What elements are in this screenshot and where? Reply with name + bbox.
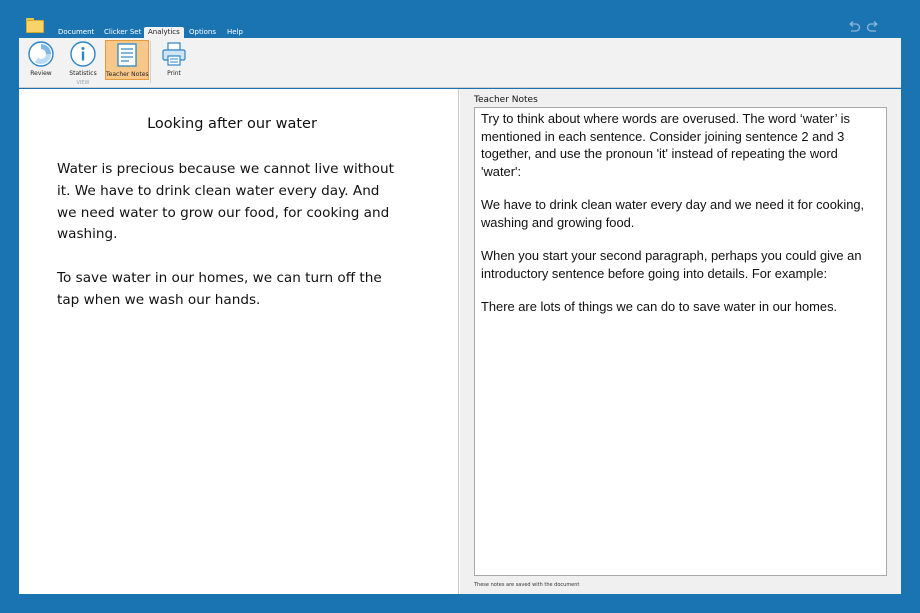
- main-content: [19, 89, 901, 594]
- view-group-label: VIEW: [76, 80, 90, 86]
- statistics-label: Statistics: [69, 70, 97, 77]
- folder-icon[interactable]: [26, 18, 44, 33]
- ribbon-separator: [150, 41, 151, 83]
- notes-paragraph: There are lots of things we can do to save water in our homes.: [481, 299, 838, 314]
- teacher-notes-textarea[interactable]: [474, 107, 887, 576]
- review-label: Review: [30, 70, 52, 77]
- menu-tab-analytics[interactable]: Analytics: [144, 27, 184, 38]
- teacher-notes-heading: Teacher Notes: [474, 95, 538, 105]
- menu-tab-options[interactable]: Options: [189, 28, 217, 36]
- document-paragraph: Water is precious because we cannot live without it. We have to drink clean water every day. And we need water to grow our food, for cooking and washing.: [57, 161, 394, 243]
- notes-paragraph: When you start your second paragraph, perhaps you could give an introductory sentence before going into details. For example:: [481, 248, 862, 281]
- teacher-notes-pane: [460, 89, 901, 594]
- menu-tab-help[interactable]: Help: [227, 28, 243, 36]
- review-icon: [27, 40, 55, 68]
- review-button[interactable]: [19, 40, 63, 80]
- title-bar: [0, 0, 920, 38]
- menu-tab-clicker-set[interactable]: Clicker Set: [104, 28, 142, 36]
- menu-tab-document[interactable]: Document: [58, 28, 95, 36]
- teacher-notes-label: Teacher Notes: [106, 71, 149, 78]
- notes-paragraph: We have to drink clean water every day and we need it for cooking, washing and growing food.: [481, 197, 865, 230]
- ribbon-toolbar: [19, 38, 901, 88]
- statistics-button[interactable]: [61, 40, 105, 80]
- info-icon: [69, 40, 97, 68]
- notes-icon: [113, 41, 141, 69]
- document-paragraph: To save water in our homes, we can turn off the tap when we wash our hands.: [57, 270, 382, 308]
- undo-icon[interactable]: [847, 20, 861, 34]
- document-title: Looking after our water: [147, 116, 317, 132]
- redo-icon[interactable]: [866, 20, 880, 34]
- notes-paragraph: Try to think about where words are overused. The word ‘water’ is mentioned in each sentence. Consider joining sentence 2 and 3 together, and use the pronoun 'it' instead of repeating the word 'water':: [481, 111, 850, 179]
- notes-footer-text: These notes are saved with the document: [474, 582, 580, 588]
- document-pane[interactable]: [19, 89, 459, 594]
- print-label: Print: [167, 70, 181, 77]
- printer-icon: [160, 40, 188, 68]
- teacher-notes-button[interactable]: [105, 40, 149, 80]
- print-button[interactable]: [152, 40, 196, 80]
